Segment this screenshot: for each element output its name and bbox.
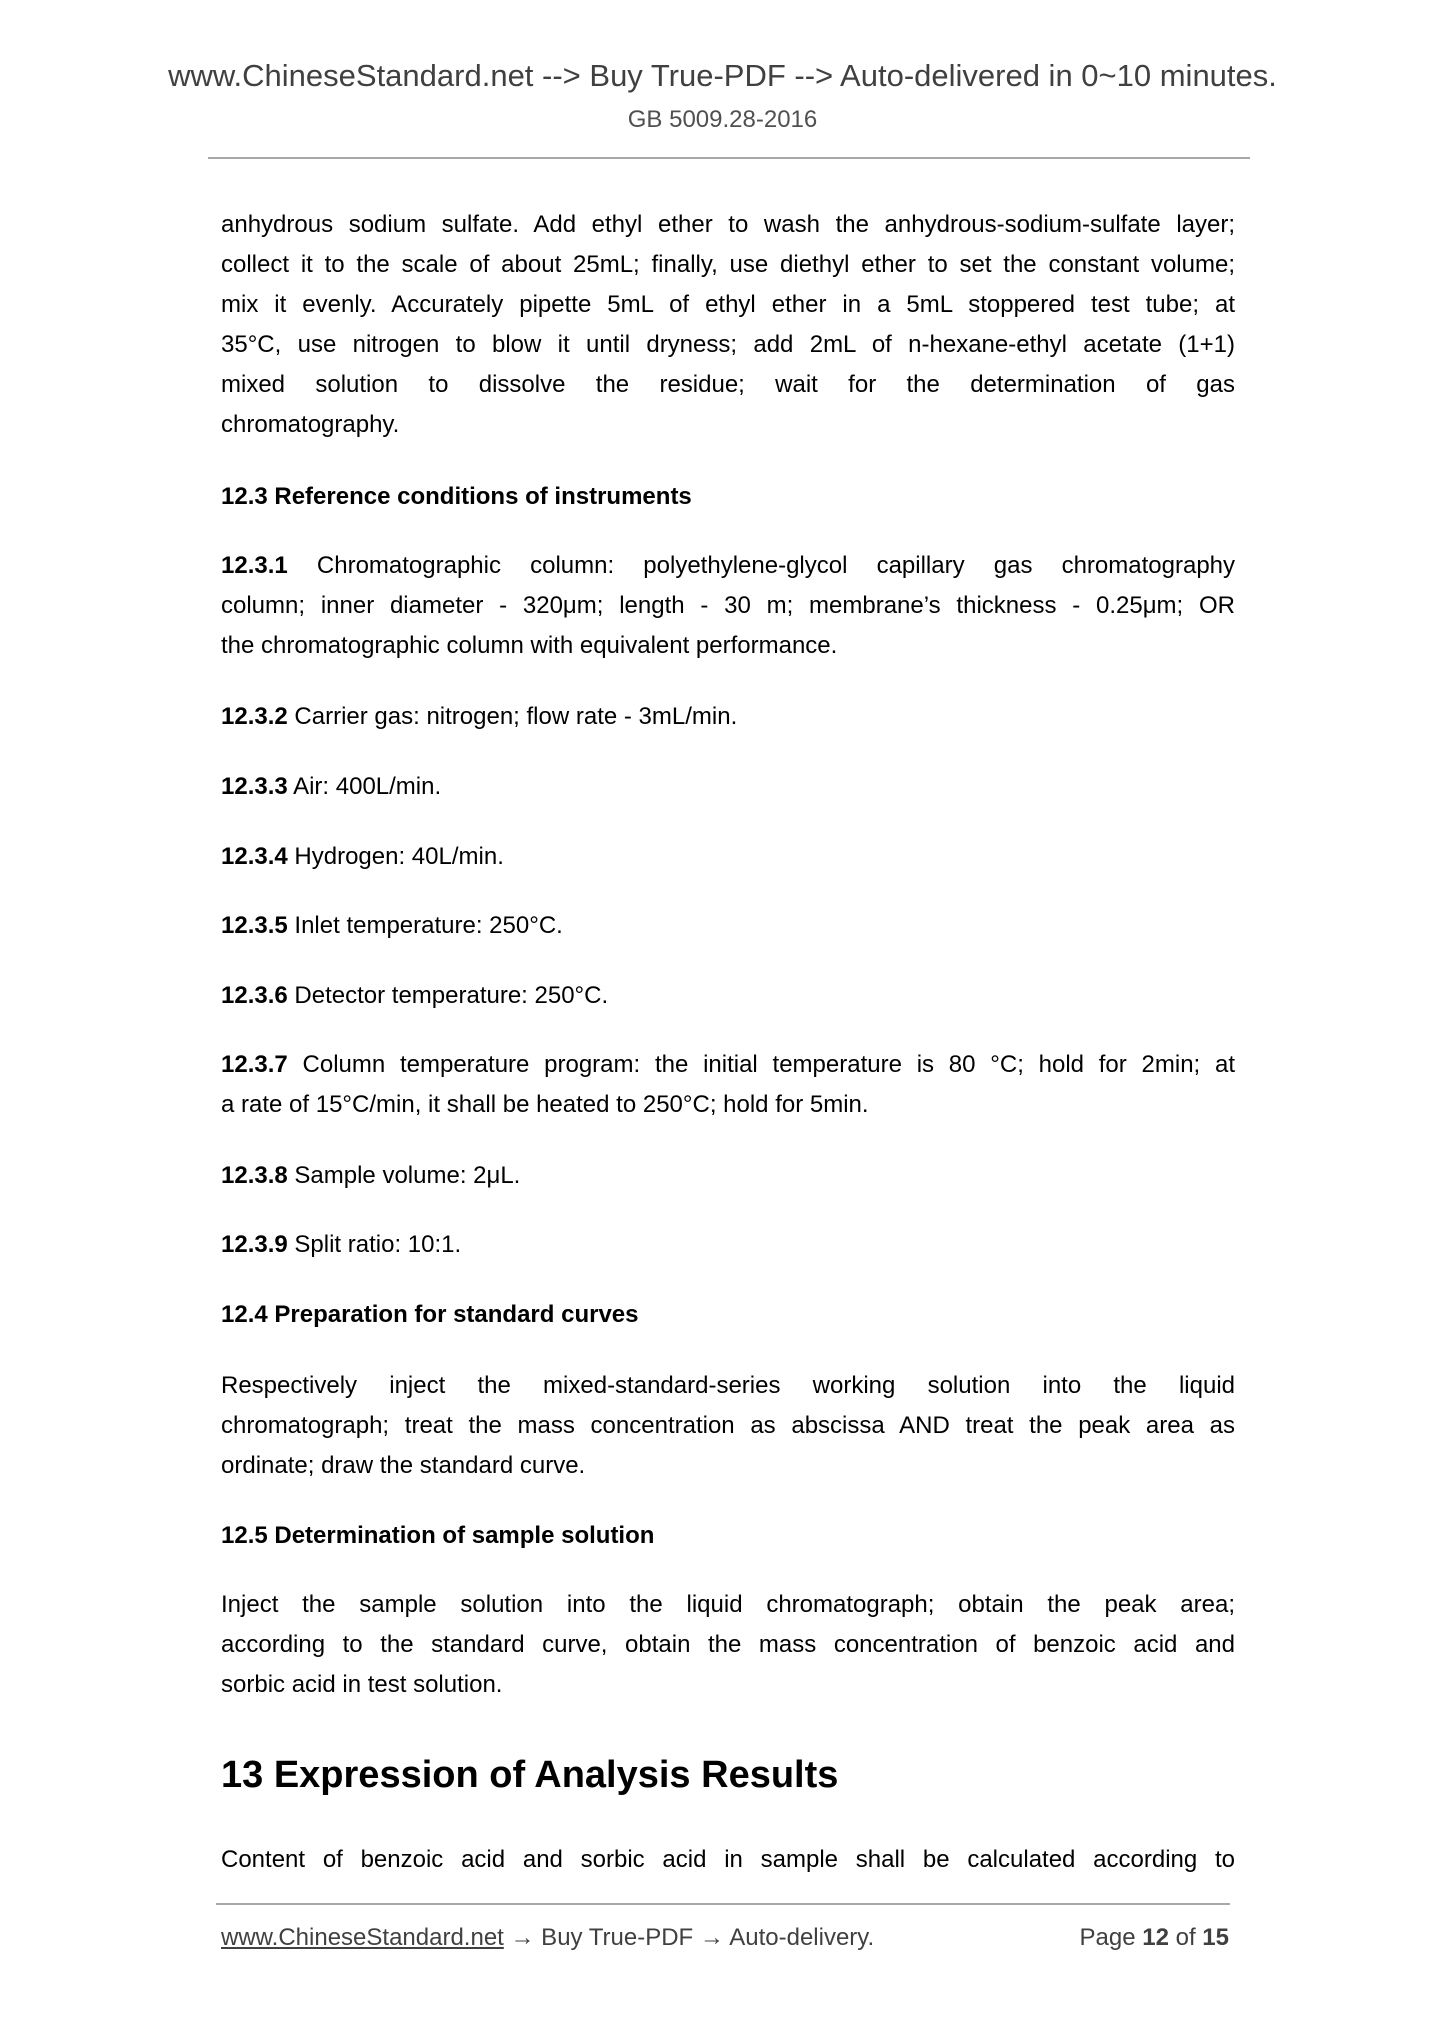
text-line: a rate of 15°C/min, it shall be heated to 250°C; hold for 5min. xyxy=(221,1091,869,1118)
item-12-3-7 xyxy=(221,1045,1235,1125)
item-12-3-5 xyxy=(221,906,1235,946)
paragraph-results xyxy=(221,1840,1235,1880)
footer xyxy=(221,1924,1235,1952)
page-label: Page xyxy=(1079,1924,1136,1951)
item-12-3-3 xyxy=(221,767,1235,807)
text-line: Content of benzoic acid and sorbic acid in sample shall be calculated according to xyxy=(221,1846,1235,1873)
item-12-3-4 xyxy=(221,837,1235,877)
item-12-3-8 xyxy=(221,1156,1235,1196)
item-12-3-9 xyxy=(221,1225,1235,1265)
text-line: Respectively inject the mixed-standard-series working solution into the liquid xyxy=(221,1372,1235,1399)
page-indicator xyxy=(1080,1924,1230,1952)
of-label: of xyxy=(1175,1924,1196,1951)
section-heading-12-5: 12.5 Determination of sample solution xyxy=(221,1522,655,1549)
text-line: chromatograph; treat the mass concentration as abscissa AND treat the peak area as xyxy=(221,1412,1235,1439)
footer-text: → Buy True-PDF → Auto-delivery. xyxy=(503,1924,875,1951)
section-heading-12-3: 12.3 Reference conditions of instruments xyxy=(221,483,692,510)
text-line: column; inner diameter - 320μm; length - 30 m; membrane’s thickness - 0.25μm; OR xyxy=(221,592,1235,619)
text-line: mixed solution to dissolve the residue; wait for the determination of gas xyxy=(221,371,1235,398)
item-12-3-1 xyxy=(221,546,1235,666)
text-line: the chromatographic column with equivalent performance. xyxy=(221,632,838,659)
item-text: Inlet temperature: 250°C. xyxy=(294,912,563,939)
footer-site-link[interactable]: www.ChineseStandard.net xyxy=(221,1924,504,1951)
item-number: 12.3.6 xyxy=(221,982,288,1009)
item-text: Split ratio: 10:1. xyxy=(294,1231,462,1258)
paragraph-sample-determination xyxy=(221,1585,1235,1705)
page-total: 15 xyxy=(1202,1924,1229,1951)
item-text: Sample volume: 2μL. xyxy=(294,1162,521,1189)
item-12-3-2 xyxy=(221,697,1235,737)
text-line: anhydrous sodium sulfate. Add ethyl ether to wash the anhydrous-sodium-sulfate layer; xyxy=(221,211,1235,238)
header-divider xyxy=(208,157,1250,159)
item-number: 12.3.9 xyxy=(221,1231,288,1258)
section-heading-12-4: 12.4 Preparation for standard curves xyxy=(221,1301,639,1328)
text-line: Chromatographic column: polyethylene-glycol capillary gas chromatography xyxy=(316,552,1236,579)
item-12-3-6 xyxy=(221,976,1235,1016)
item-number: 12.3.1 xyxy=(221,552,288,579)
paragraph-standard-curves xyxy=(221,1366,1235,1486)
text-line: sorbic acid in test solution. xyxy=(221,1671,503,1698)
section-heading-13: 13 Expression of Analysis Results xyxy=(221,1754,839,1796)
paragraph-extraction xyxy=(221,205,1235,445)
item-text: Carrier gas: nitrogen; flow rate - 3mL/min. xyxy=(294,703,738,730)
text-line: chromatography. xyxy=(221,411,400,438)
document-id: GB 5009.28-2016 xyxy=(627,106,818,133)
item-number: 12.3.5 xyxy=(221,912,288,939)
item-text: Air: 400L/min. xyxy=(293,773,442,800)
page-number: 12 xyxy=(1142,1924,1169,1951)
item-number: 12.3.2 xyxy=(221,703,288,730)
text-line: according to the standard curve, obtain the mass concentration of benzoic acid and xyxy=(221,1631,1235,1658)
item-number: 12.3.7 xyxy=(221,1051,288,1078)
text-line: collect it to the scale of about 25mL; finally, use diethyl ether to set the constant volume; xyxy=(221,251,1235,278)
item-number: 12.3.3 xyxy=(221,773,288,800)
item-text: Hydrogen: 40L/min. xyxy=(294,843,504,870)
item-text: Detector temperature: 250°C. xyxy=(294,982,609,1009)
text-line: mix it evenly. Accurately pipette 5mL of ethyl ether in a 5mL stoppered test tube; at xyxy=(221,291,1235,318)
header-banner: www.ChineseStandard.net --> Buy True-PDF --> Auto-delivered in 0~10 minutes. xyxy=(168,58,1277,93)
text-line: 35°C, use nitrogen to blow it until dryness; add 2mL of n-hexane-ethyl acetate (1+1) xyxy=(221,331,1235,358)
text-line: Inject the sample solution into the liquid chromatograph; obtain the peak area; xyxy=(221,1591,1235,1618)
item-number: 12.3.8 xyxy=(221,1162,288,1189)
text-line: ordinate; draw the standard curve. xyxy=(221,1452,586,1479)
footer-divider xyxy=(216,1903,1230,1905)
text-line: Column temperature program: the initial temperature is 80 °C; hold for 2min; at xyxy=(302,1051,1236,1078)
item-number: 12.3.4 xyxy=(221,843,288,870)
